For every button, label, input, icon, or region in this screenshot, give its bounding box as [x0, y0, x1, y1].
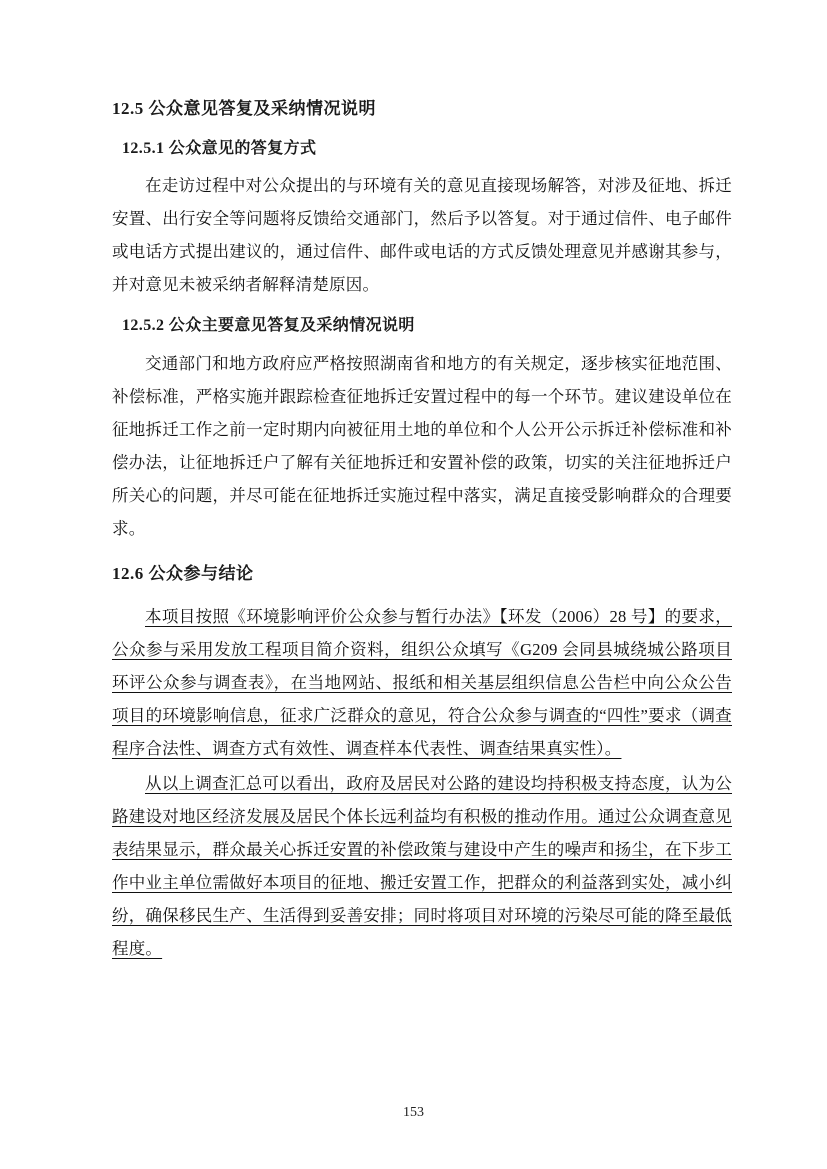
paragraph-12-5-2-1: 交通部门和地方政府应严格按照湖南省和地方的有关规定，逐步核实征地范围、补偿标准，严格实施并跟踪检查征地拆迁安置过程中的每一个环节。建议建设单位在征地拆迁工作之前一定时期内向被征用土地的单位和个人公开公示拆迁补偿标准和补偿办法，让征地拆迁户了解有关征地拆迁和安置补偿的政策，切实的关注征地拆迁户所关心的问题，并尽可能在征地拆迁实施过程中落实，满足直接受影响群众的合理要求。: [112, 353, 732, 538]
section-heading-12-6: 12.6 公众参与结论: [112, 563, 254, 583]
paragraph-12-5-1-1: 在走访过程中对公众提出的与环境有关的意见直接现场解答，对涉及征地、拆迁安置、出行安全等问题将反馈给交通部门，然后予以答复。对于通过信件、电子邮件或电话方式提出建议的，通过信件、邮件或电话的方式反馈处理意见并感谢其参与，并对意见未被采纳者解释清楚原因。: [112, 176, 732, 295]
subsection-heading-12-5-2: 12.5.2 公众主要意见答复及采纳情况说明: [122, 317, 415, 335]
paragraph-spacer: [112, 303, 732, 313]
section-spacer: [112, 547, 732, 561]
subsection-heading-12-5-1: 12.5.1 公众意见的答复方式: [122, 139, 317, 157]
paragraph-12-6-1: 本项目按照《环境影响评价公众参与暂行办法》【环发（2006）28 号】的要求，公众参与采用发放工程项目简介资料，组织公众填写《G209 会同县城绕城公路项目环评公众参与调查表》，在当地网站、报纸和相关基层组织信息公告栏中向公众公告项目的环境影响信息，征求广泛群众的意见，符合公众参与调查的“四性”要求（调查程序合法性、调查方式有效性、调查样本代表性、调查结果真实性）。: [112, 607, 732, 759]
page-number: 153: [403, 1105, 424, 1120]
paragraph-12-6-2: 从以上调查汇总可以看出，政府及居民对公路的建设均持积极支持态度，认为公路建设对地区经济发展及居民个体长远利益均有积极的推动作用。通过公众调查意见表结果显示，群众最关心拆迁安置的补偿政策与建设中产生的噪声和扬尘，在下步工作中业主单位需做好本项目的征地、搬迁安置工作，把群众的利益落到实处，减小纠纷，确保移民生产、生活得到妥善安排；同时将项目对环境的污染尽可能的降至最低程度。: [112, 774, 732, 959]
section-heading-12-5: 12.5 公众意见答复及采纳情况说明: [112, 99, 376, 118]
page-content: [112, 96, 732, 967]
